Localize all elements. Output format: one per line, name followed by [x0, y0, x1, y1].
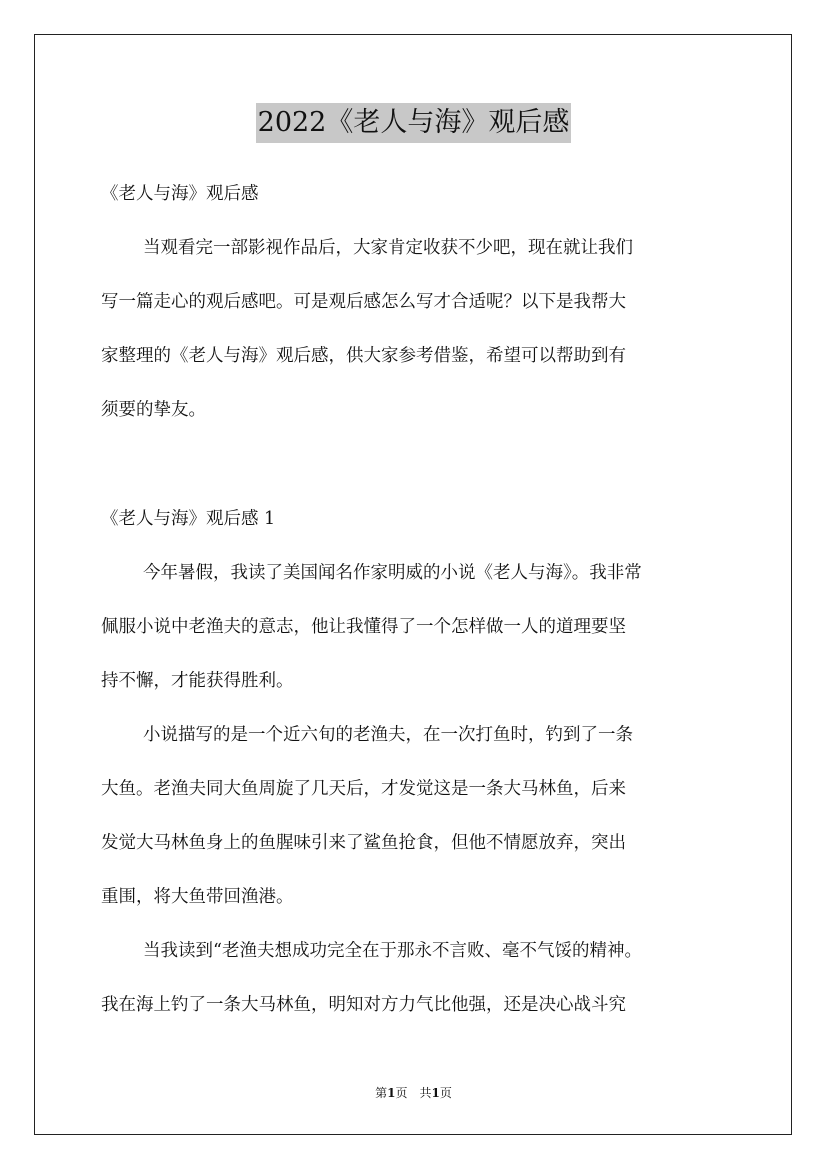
footer-suffix: 页 — [439, 1086, 452, 1100]
para1-line-3: 持不懈，才能获得胜利。 — [101, 671, 294, 691]
footer-page-total: 1 — [431, 1086, 440, 1100]
para3-line-1: 当我读到“老渔夫想成功完全在于那永不言败、毫不气馁的精神。 — [143, 941, 642, 961]
intro-line-2: 写一篇走心的观后感吧。可是观后感怎么写才合适呢？以下是我帮大 — [101, 292, 626, 312]
footer-prefix: 第 — [375, 1086, 388, 1100]
document-title: 2022《老人与海》观后感 — [256, 103, 572, 143]
para3-line-2: 我在海上钓了一条大马林鱼，明知对方力气比他强，还是决心战斗究 — [101, 995, 626, 1015]
intro-line-3: 家整理的《老人与海》观后感，供大家参考借鉴，希望可以帮助到有 — [101, 346, 626, 366]
title-wrap — [0, 103, 827, 143]
footer-mid: 页 共 — [395, 1086, 432, 1100]
para2-line-3: 发觉大马林鱼身上的鱼腥味引来了鲨鱼抢食，但他不情愿放弃，突出 — [101, 833, 626, 853]
page-footer — [0, 1085, 827, 1101]
footer-page-number: 1 — [387, 1086, 396, 1100]
para1-line-1: 今年暑假，我读了美国闻名作家明威的小说《老人与海》。我非常 — [143, 563, 642, 583]
intro-line-4: 须要的挚友。 — [101, 400, 206, 420]
para2-line-2: 大鱼。老渔夫同大鱼周旋了几天后，才发觉这是一条大马林鱼，后来 — [101, 779, 626, 799]
para1-line-2: 佩服小说中老渔夫的意志，他让我懂得了一个怎样做一人的道理要坚 — [101, 617, 626, 637]
section-heading: 《老人与海》观后感 1 — [101, 509, 276, 529]
para2-line-4: 重围，将大鱼带回渔港。 — [101, 887, 294, 907]
subtitle: 《老人与海》观后感 — [101, 184, 259, 204]
intro-line-1: 当观看完一部影视作品后，大家肯定收获不少吧，现在就让我们 — [143, 238, 633, 258]
para2-line-1: 小说描写的是一个近六旬的老渔夫，在一次打鱼时，钓到了一条 — [143, 725, 633, 745]
